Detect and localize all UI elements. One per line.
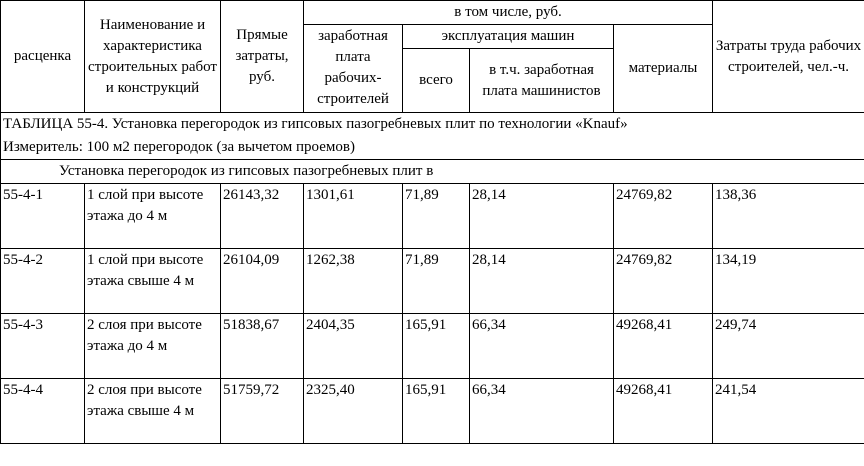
cell-machines-total: 71,89 [403,184,470,249]
section-heading: Установка перегородок из гипсовых пазогребневых плит в [1,160,864,184]
cell-direct-costs: 26104,09 [221,249,304,314]
cell-worker-wage: 1301,61 [304,184,403,249]
cell-code: 55-4-4 [1,379,85,444]
cell-machines-total: 165,91 [403,379,470,444]
cell-worker-wage: 2325,40 [304,379,403,444]
cell-materials: 24769,82 [614,249,713,314]
cell-labor: 138,36 [713,184,864,249]
cell-direct-costs: 51759,72 [221,379,304,444]
header-name: Наименование и характеристика строительных работ и конструкций [85,1,221,113]
cell-description: 1 слой при высоте этажа до 4 м [85,184,221,249]
cell-labor: 241,54 [713,379,864,444]
header-direct-costs: Прямые затраты, руб. [221,1,304,113]
table-meter: Измеритель: 100 м2 перегородок (за вычетом проемов) [1,136,864,160]
cell-materials: 49268,41 [614,314,713,379]
cell-machines-total: 165,91 [403,314,470,379]
table-title: ТАБЛИЦА 55-4. Установка перегородок из гипсовых пазогребневых плит по технологии «Knauf» [1,113,864,137]
cell-materials: 49268,41 [614,379,713,444]
table-row [1,314,864,379]
cell-machinist-wage: 28,14 [470,249,614,314]
header-worker-wage: заработная плата рабочих-строителей [304,25,403,113]
cell-direct-costs: 51838,67 [221,314,304,379]
cell-description: 2 слоя при высоте этажа до 4 м [85,314,221,379]
cell-worker-wage: 1262,38 [304,249,403,314]
header-materials: материалы [614,25,713,113]
table-row [1,379,864,444]
header-machines-total: всего [403,49,470,113]
cell-machines-total: 71,89 [403,249,470,314]
header-labor-costs: Затраты труда рабочих строителей, чел.-ч. [713,1,864,113]
header-rate: расценка [1,1,85,113]
header-machine-operation: эксплуатация машин [403,25,614,49]
cell-worker-wage: 2404,35 [304,314,403,379]
cell-machinist-wage: 28,14 [470,184,614,249]
cell-machinist-wage: 66,34 [470,379,614,444]
cell-code: 55-4-1 [1,184,85,249]
cell-labor: 134,19 [713,249,864,314]
table-row [1,184,864,249]
cell-labor: 249,74 [713,314,864,379]
table-row [1,249,864,314]
header-machinist-wage: в т.ч. заработная плата машинистов [470,49,614,113]
cell-description: 1 слой при высоте этажа свыше 4 м [85,249,221,314]
cell-direct-costs: 26143,32 [221,184,304,249]
cell-machinist-wage: 66,34 [470,314,614,379]
header-including: в том числе, руб. [304,1,713,25]
cell-code: 55-4-3 [1,314,85,379]
cell-code: 55-4-2 [1,249,85,314]
cell-description: 2 слоя при высоте этажа свыше 4 м [85,379,221,444]
cell-materials: 24769,82 [614,184,713,249]
